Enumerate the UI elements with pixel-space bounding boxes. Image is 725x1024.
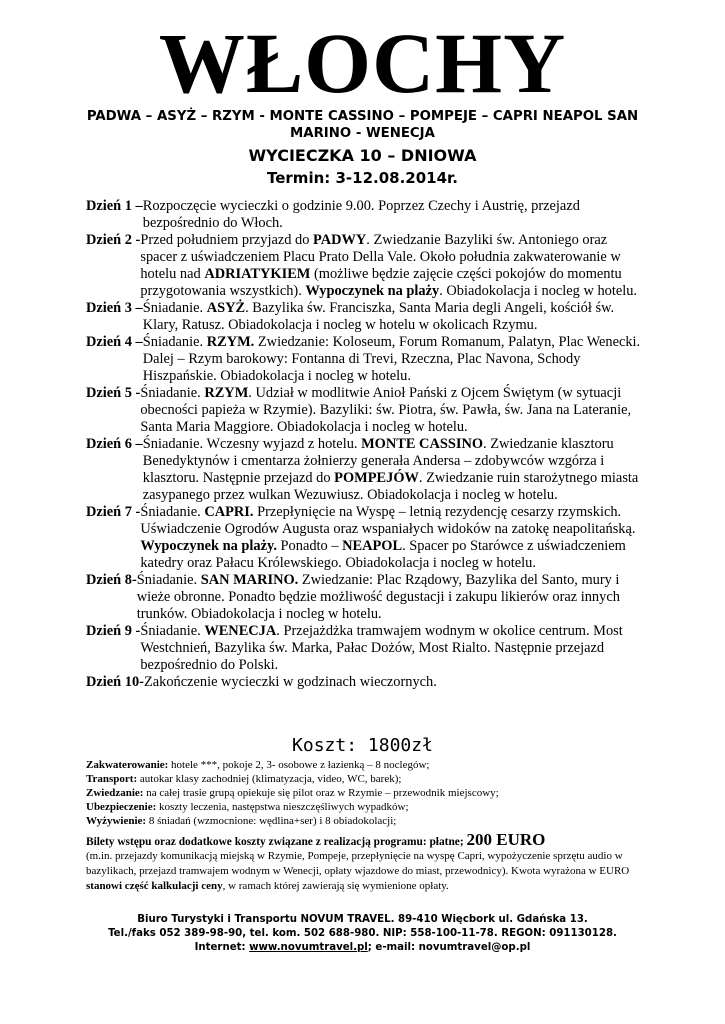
- day-item: [86, 674, 646, 691]
- footer-line-1: Biuro Turystyki i Transportu NOVUM TRAVEL. 89-410 Więcbork ul. Gdańska 13.: [137, 914, 588, 925]
- day-description: [143, 198, 646, 232]
- day-text-segment: . Przejażdżka tramwajem wodnym w okolice centrum. Most Westchnień, Bazylika św. Marka, Pałac Dożów, Most Rialto. Następnie przejazd bezpośrednio do Polski.: [140, 623, 623, 673]
- tickets-desc-before: (m.in. przejazdy komunikacją miejską w Rzymie, Pompeje, przepłynięcie na wyspę Capri, wypożyczenie sprzętu audio w bazylikach, przejazd tramwajem wodnym w Wenecji, opłaty wjazdowe do miast, przewodnicy). Kwota wyrażona w EURO: [86, 850, 630, 877]
- day-text-segment: Zakończenie wycieczki w godzinach wieczornych.: [143, 674, 437, 690]
- info-label: Zwiedzanie:: [86, 787, 144, 799]
- day-description: [144, 674, 646, 691]
- tickets-desc-bold: stanowi część kalkulacji ceny: [86, 880, 223, 892]
- day-item: [86, 334, 646, 385]
- info-value: autokar klasy zachodniej (klimatyzacja, video, WC, barek);: [137, 773, 402, 785]
- day-label: Dzień 3 –: [86, 300, 143, 316]
- day-text-segment: . Zwiedzanie ruin starożytnego miasta zasypanego przez wulkan Wezuwiusz. Obiadokolacja i nocleg w hotelu.: [142, 470, 639, 503]
- day-description: [140, 232, 646, 300]
- day-text-segment: Śniadanie.: [140, 385, 205, 401]
- footer-line-2: Tel./faks 052 389-98-90, tel. kom. 502 688-980. NIP: 558-100-11-78. REGON: 091130128.: [108, 928, 617, 939]
- info-value: hotele ***, pokoje 2, 3- osobowe z łazienką – 8 noclegów;: [168, 759, 430, 771]
- day-highlight: SAN MARINO.: [200, 572, 299, 588]
- info-value: 8 śniadań (wzmocnione: wędlina+ser) i 8 obiadokolacji;: [146, 815, 397, 827]
- day-description: [140, 504, 646, 572]
- day-text-segment: Ponadto –: [276, 538, 343, 554]
- internet-label: Internet:: [194, 942, 250, 953]
- info-label: Zakwaterowanie:: [86, 759, 169, 771]
- day-label: Dzień 4 –: [86, 334, 143, 350]
- day-item: [86, 232, 646, 300]
- day-label: Dzień 7 -: [86, 504, 141, 520]
- day-text-segment: . Bazylika św. Franciszka, Santa Maria degli Angeli, kościół św. Klary, Ratusz. Obiadokolacja i nocleg w hotelu w okolicach Rzymu.: [142, 300, 615, 333]
- info-item: [86, 800, 646, 814]
- day-label: Dzień 1 –: [86, 198, 143, 214]
- info-list: [86, 758, 646, 828]
- day-text-segment: Śniadanie.: [142, 300, 207, 316]
- footer-line-3: [0, 941, 725, 955]
- info-item: [86, 772, 646, 786]
- day-description: [143, 334, 646, 385]
- day-text-segment: Śniadanie.: [140, 623, 205, 639]
- day-text-segment: Rozpoczęcie wycieczki o godzinie 9.00. Poprzez Czechy i Austrię, przejazd bezpośrednio do Włoch.: [142, 198, 580, 231]
- day-highlight: RZYM: [204, 385, 249, 401]
- day-highlight: Wypoczynek na plaży.: [140, 538, 277, 554]
- info-value: koszty leczenia, następstwa nieszczęśliwych wypadków;: [156, 801, 409, 813]
- day-highlight: NEAPOL: [342, 538, 403, 554]
- tickets-amount: 200 EURO: [466, 830, 546, 849]
- day-text-segment: Zwiedzanie: Koloseum, Forum Romanum, Palatyn, Plac Wenecki. Dalej – Rzym barokowy: Fontanna di Trevi, Rzeczna, Plac Navona, Schody Hiszpańskie. Obiadokolacja i nocleg w hotelu.: [142, 334, 641, 384]
- page-title: WŁOCHY: [158, 15, 567, 111]
- day-text-segment: (możliwe będzie zajęcie części pokojów do momentu przygotowania wszystkich).: [140, 266, 622, 299]
- day-label: Dzień 9 -: [86, 623, 141, 639]
- info-item: [86, 786, 646, 800]
- day-label: Dzień 10-: [86, 674, 144, 690]
- day-item: [86, 504, 646, 572]
- day-label: Dzień 8-: [86, 572, 137, 588]
- day-description: [140, 623, 646, 674]
- day-highlight: RZYM.: [206, 334, 255, 350]
- day-text-segment: Śniadanie.: [142, 334, 207, 350]
- trip-subtitle: WYCIECZKA 10 – DNIOWA: [248, 146, 477, 165]
- email-label: ; e-mail:: [367, 942, 419, 953]
- day-text-segment: . Udział w modlitwie Anioł Pański z Ojcem Świętym (w sytuacji obecności papieża w Rzymie). Bazyliki: św. Piotra, św. Pawła, św. Jana na Lateranie, Santa Maria Maggiore. Obiadokolacja i nocleg w hotelu.: [140, 385, 632, 435]
- day-description: [143, 436, 646, 504]
- tickets-desc-after: , w ramach której zawierają się wymienione opłaty.: [222, 880, 449, 892]
- day-highlight: ASYŻ: [206, 300, 246, 316]
- day-description: [143, 300, 646, 334]
- trip-term: Termin: 3-12.08.2014r.: [267, 169, 458, 187]
- day-text-segment: Śniadanie.: [140, 504, 205, 520]
- day-item: [86, 198, 646, 232]
- info-label: Wyżywienie:: [86, 815, 147, 827]
- day-highlight: Wypoczynek na plaży: [305, 283, 440, 299]
- day-item: [86, 572, 646, 623]
- day-highlight: ADRIATYKIEM: [204, 266, 311, 282]
- day-highlight: MONTE CASSINO: [361, 436, 484, 452]
- info-label: Transport:: [86, 773, 138, 785]
- day-label: Dzień 2 -: [86, 232, 141, 248]
- day-label: Dzień 5 -: [86, 385, 141, 401]
- info-value: na całej trasie grupą opiekuje się pilot oraz w Rzymie – przewodnik miejscowy;: [143, 787, 499, 799]
- day-description: [137, 572, 646, 623]
- day-text-segment: . Zwiedzanie Bazyliki św. Antoniego oraz spacer z uświadczeniem Placu Prato Della Vale. Około południa zakwaterowanie w hotelu nad: [140, 232, 621, 282]
- day-text-segment: . Zwiedzanie klasztoru Benedyktynów i cmentarza żołnierzy generała Andersa – zdobywców wzgórza i klasztoru. Następnie przejazd do: [142, 436, 614, 486]
- day-label: Dzień 6 –: [86, 436, 143, 452]
- footer: [0, 913, 725, 955]
- day-text-segment: Śniadanie. Wczesny wyjazd z hotelu.: [142, 436, 362, 452]
- info-item: [86, 758, 646, 772]
- email-link[interactable]: novumtravel@op.pl: [418, 942, 531, 953]
- day-highlight: PADWY: [313, 232, 367, 248]
- day-item: [86, 300, 646, 334]
- info-label: Ubezpieczenie:: [86, 801, 157, 813]
- day-item: [86, 436, 646, 504]
- tickets-description: [86, 849, 646, 894]
- day-text-segment: Przed południem przyjazd do: [140, 232, 313, 248]
- info-section: [86, 758, 646, 894]
- day-text-segment: . Obiadokolacja i nocleg w hotelu.: [439, 283, 638, 299]
- tickets-line: [86, 830, 646, 849]
- day-item: [86, 623, 646, 674]
- day-text-segment: Przepłynięcie na Wyspę – letnią rezydencję cesarzy rzymskich. Uświadczenie Ogrodów Augusta oraz wspaniałych widoków na zatokę neapolitańską.: [140, 504, 636, 537]
- route-heading: PADWA – ASYŻ – RZYM - MONTE CASSINO – POMPEJE – CAPRI NEAPOL SAN MARINO - WENECJA: [86, 109, 639, 141]
- info-item: [86, 814, 646, 828]
- day-text-segment: Śniadanie.: [136, 572, 201, 588]
- day-item: [86, 385, 646, 436]
- day-highlight: WENECJA: [204, 623, 277, 639]
- price: Koszt: 1800zł: [292, 735, 433, 756]
- day-text-segment: Zwiedzanie: Plac Rządowy, Bazylika del Santo, mury i wieże obronne. Ponadto będzie możliwość degustacji i zakupu likierów oraz innych trunków. Obiadokolacja i nocleg w hotelu.: [136, 572, 620, 622]
- website-link[interactable]: www.novumtravel.pl: [249, 942, 368, 953]
- itinerary-list: [86, 198, 646, 691]
- day-text-segment: . Spacer po Starówce z uświadczeniem katedry oraz Pałacu Królewskiego. Obiadokolacja i nocleg w hotelu.: [140, 538, 626, 571]
- day-description: [140, 385, 646, 436]
- tickets-label: Bilety wstępu oraz dodatkowe koszty związane z realizacją programu: płatne;: [86, 836, 464, 848]
- day-highlight: POMPEJÓW: [334, 470, 419, 486]
- day-highlight: CAPRI.: [204, 504, 254, 520]
